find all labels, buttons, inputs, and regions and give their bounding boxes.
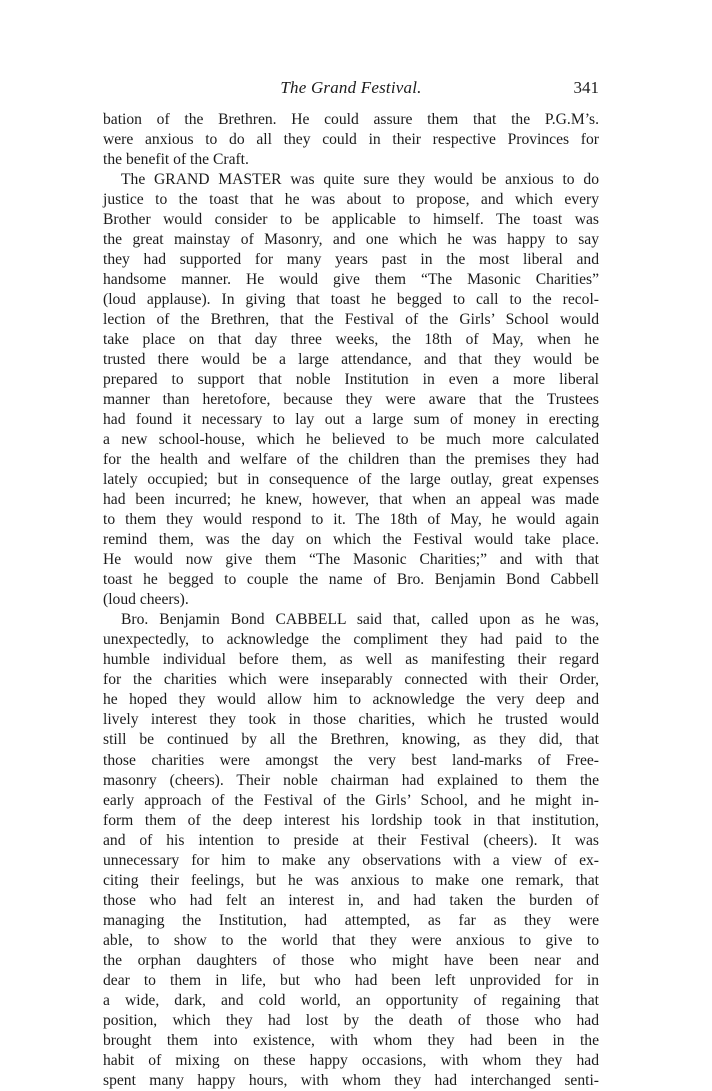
text-line: able, to show to the world that they were anxious to give to (103, 931, 599, 949)
text-line: the orphan daughters of those who might have been near and (103, 951, 599, 969)
text-line: they had supported for many years past in the most liberal and (103, 251, 599, 269)
text-line: prepared to support that noble Institution in even a more liberal (103, 371, 599, 389)
page-number: 341 (573, 78, 599, 97)
text-line: manner than heretofore, because they were aware that the Trustees (103, 391, 599, 409)
text-line: Bro. Benjamin Bond CABBELL said that, called upon as he was, (121, 611, 599, 629)
text-line: were anxious to do all they could in their respective Provinces for (103, 131, 599, 149)
text-line: dear to them in life, but who had been left unprovided for in (103, 971, 599, 989)
text-line: and of his intention to preside at their Festival (cheers). It was (103, 831, 599, 849)
text-line: lection of the Brethren, that the Festival of the Girls’ School would (103, 311, 599, 329)
text-line: justice to the toast that he was about to propose, and which every (103, 191, 599, 209)
text-line: had been incurred; he knew, however, that when an appeal was made (103, 491, 599, 509)
text-line: He would now give them “The Masonic Charities;” and with that (103, 551, 599, 569)
running-head (103, 78, 599, 104)
text-line: still be continued by all the Brethren, knowing, as they did, that (103, 731, 599, 749)
text-line: to them they would respond to it. The 18th of May, he would again (103, 511, 599, 529)
text-line: a new school-house, which he believed to be much more calculated (103, 431, 599, 449)
text-line: (loud cheers). (103, 591, 189, 609)
text-line: unnecessary for him to make any observations with a view of ex- (103, 851, 599, 869)
text-line: remind them, was the day on which the Festival would take place. (103, 531, 599, 549)
text-line: humble individual before them, as well as manifesting their regard (103, 651, 599, 669)
text-line: a wide, dark, and cold world, an opportunity of regaining that (103, 991, 599, 1009)
text-line: (loud applause). In giving that toast he begged to call to the recol- (103, 291, 599, 309)
text-line: the great mainstay of Masonry, and one which he was happy to say (103, 231, 599, 249)
text-line: lately occupied; but in consequence of the large outlay, great expenses (103, 471, 599, 489)
text-line: brought them into existence, with whom they had been in the (103, 1031, 599, 1049)
text-line: lively interest they took in those charities, which he trusted would (103, 711, 599, 729)
text-line: habit of mixing on these happy occasions, with whom they had (103, 1051, 599, 1069)
text-line: unexpectedly, to acknowledge the compliment they had paid to the (103, 631, 599, 649)
text-line: take place on that day three weeks, the 18th of May, when he (103, 331, 599, 349)
text-line: he hoped they would allow him to acknowledge the very deep and (103, 691, 599, 709)
text-line: handsome manner. He would give them “The Masonic Charities” (103, 271, 599, 289)
text-line: form them of the deep interest his lordship took in that institution, (103, 811, 599, 829)
text-line: managing the Institution, had attempted, as far as they were (103, 911, 599, 929)
text-line: early approach of the Festival of the Girls’ School, and he might in- (103, 791, 599, 809)
text-line: The GRAND MASTER was quite sure they would be anxious to do (121, 171, 599, 189)
text-line: Brother would consider to be applicable to himself. The toast was (103, 211, 599, 229)
text-line: had found it necessary to lay out a large sum of money in erecting (103, 411, 599, 429)
text-line: citing their feelings, but he was anxious to make one remark, that (103, 871, 599, 889)
text-line: the benefit of the Craft. (103, 151, 249, 169)
text-line: those charities were amongst the very best land-marks of Free- (103, 751, 599, 769)
text-line: for the charities which were inseparably connected with their Order, (103, 671, 599, 689)
text-line: toast he begged to couple the name of Bro. Benjamin Bond Cabbell (103, 571, 599, 589)
text-line: spent many happy hours, with whom they had interchanged senti- (103, 1071, 599, 1089)
running-title: The Grand Festival. (280, 78, 422, 97)
text-line: for the health and welfare of the children than the premises they had (103, 451, 599, 469)
text-line: bation of the Brethren. He could assure them that the P.G.M’s. (103, 111, 599, 128)
text-line: trusted there would be a large attendance, and that they would be (103, 351, 599, 369)
text-line: those who had felt an interest in, and had taken the burden of (103, 891, 599, 909)
text-line: position, which they had lost by the death of those who had (103, 1011, 599, 1029)
text-line: masonry (cheers). Their noble chairman had explained to them the (103, 771, 599, 789)
body-text (103, 110, 599, 1091)
